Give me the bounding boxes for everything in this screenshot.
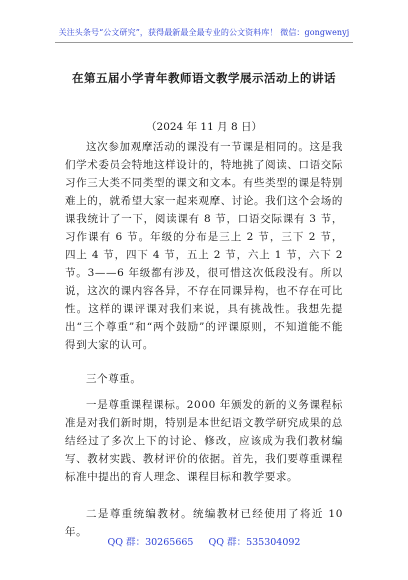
paragraph-3: 一是尊重课程课标。2000 年颁发的新的义务课程标准是对我们新时期，特别是本世纪语文教学研究成果的总结经过了多次上下的讨论、修改，应该成为我们教材编写、教材实践、教材评价的依据。首先，我们要尊重课程标准中提出的育人理念、课程目标和教学要求。 xyxy=(65,399,343,483)
paragraph-2: 三个尊重。 xyxy=(86,373,142,385)
footer-qq-group-2: QQ 群：535304092 xyxy=(208,537,301,548)
promo-banner: 关注头条号“公文研究”，获得最新最全最专业的公文资料库！ 微信：gongwenyj xyxy=(58,28,350,37)
footer-qq-group-1: QQ 群：30265665 xyxy=(107,537,194,548)
footer-contact xyxy=(0,534,408,548)
document-title: 在第五届小学青年教师语文教学展示活动上的讲话 xyxy=(72,71,336,85)
document-date: （2024 年 11 月 8 日） xyxy=(146,121,262,133)
paragraph-1: 这次参加观摩活动的课没有一节课是相同的。这是我们学术委员会特地这样设计的，特地挑了阅读、口语交际习作三大类不同类型的课文和文本。有些类型的课是特别难上的，就希望大家一起来观摩、讨论。我们这个会场的课我统计了一下，阅读课有 8 节，口语交际课有 3 节，习作课有 6 节。年级的分布是三上 2 节，三下 2 节，四上 4 节，四下 4 节，五上 2 节，六上 1 节，六下 2 节。3——6 年级都有涉及，很可惜这次低段没有。所以说，这次的课内容各异，不存在同课异构，也不存在可比性。这样的课评课对我们来说，具有挑战性。我想先提出“三个尊重”和“两个鼓励”的评课原则，不知道能不能得到大家的认可。 xyxy=(65,141,343,351)
header-divider xyxy=(55,42,353,43)
paragraph-4: 二是尊重统编教材。统编教材已经使用了将近 10 年。 xyxy=(65,508,343,538)
